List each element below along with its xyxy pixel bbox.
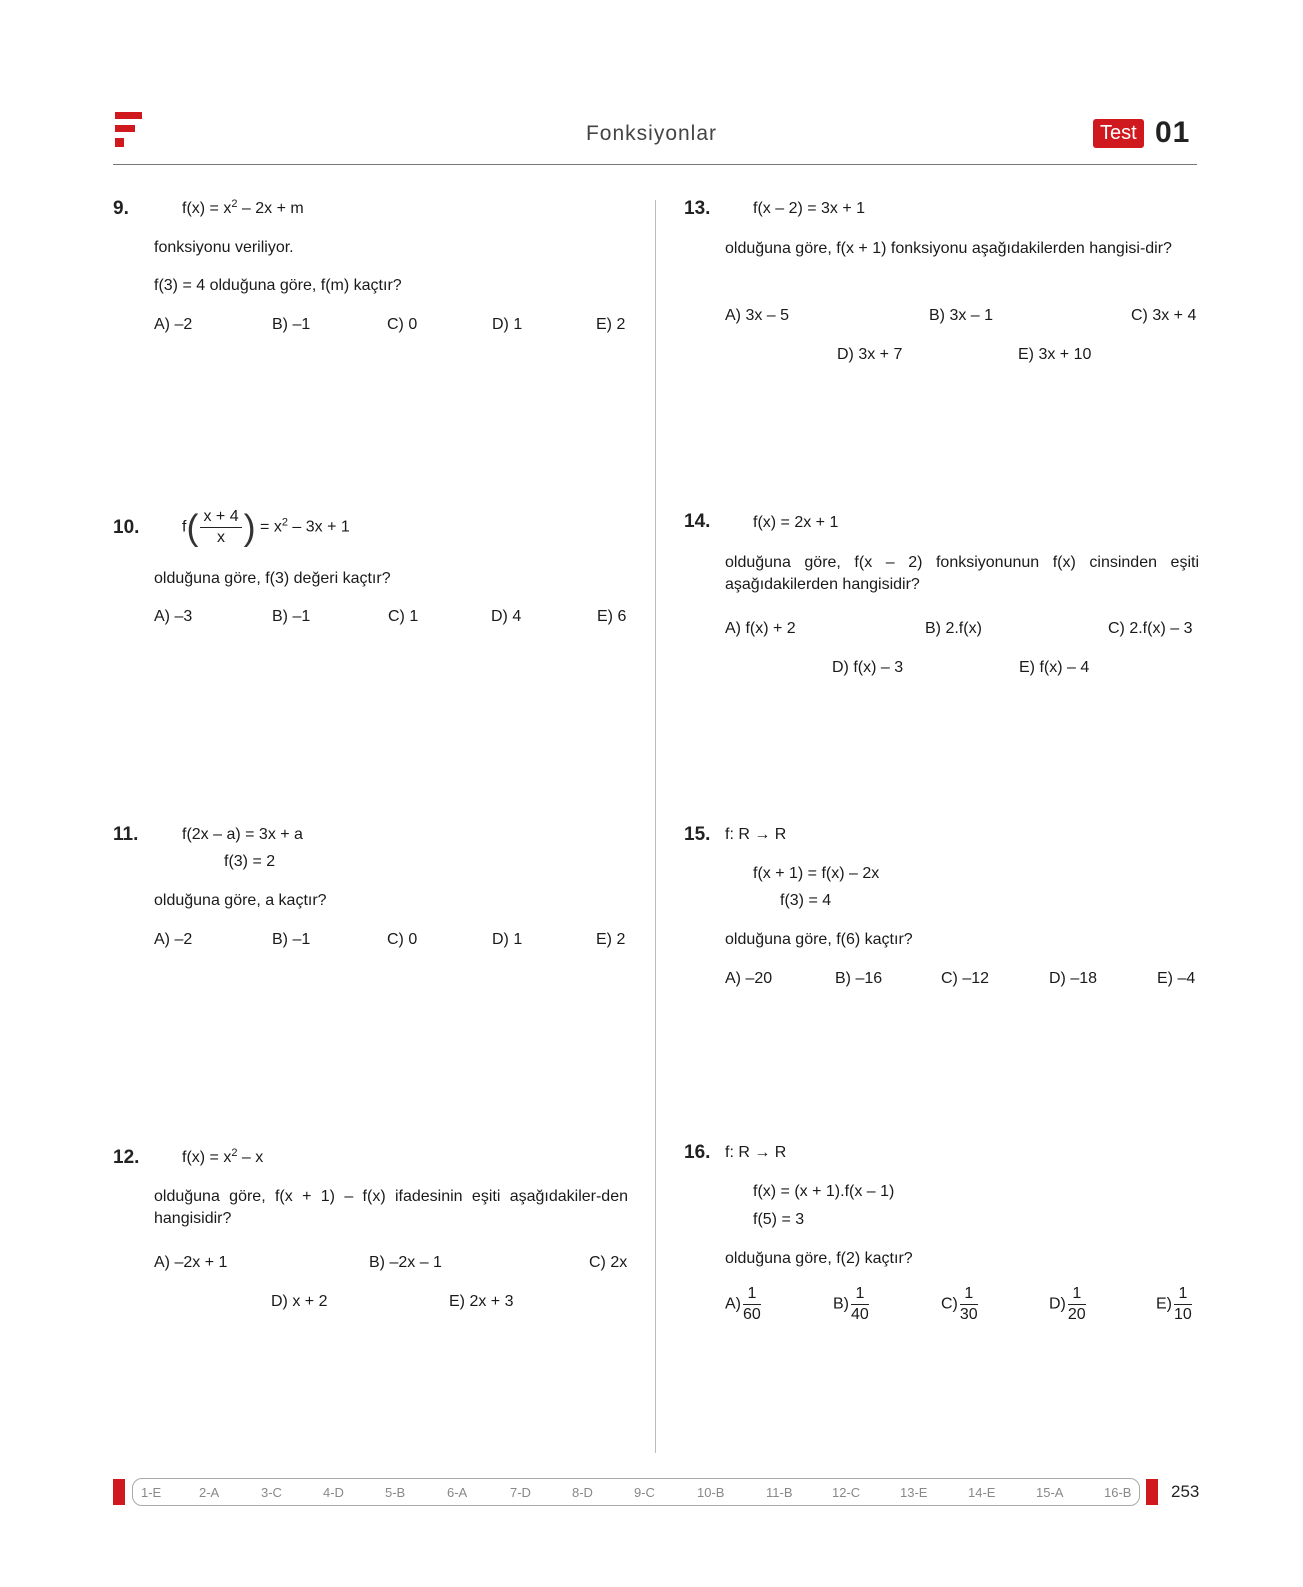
option-d[interactable]: D) 1 [492,931,523,948]
option-a[interactable]: A) –3 [154,608,193,625]
question-expression: $f(x) = x^2 - 2x + m$ [182,198,304,217]
option-a[interactable]: A) 3x – 5 [725,307,790,324]
question-number: 14. [684,511,711,532]
option-b[interactable]: B) –1 [272,931,311,948]
option-c[interactable]: C) –12 [941,970,990,987]
question-text: fonksiyonu veriliyor. [154,239,294,256]
option-a[interactable]: A) $\frac{1}{60}$ [725,1285,761,1323]
function-name: f [182,518,187,536]
question-expression: $f(x) = x^2 - x$ [182,1147,264,1166]
option-a[interactable]: A) –20 [725,970,773,987]
option-a[interactable]: A) –2 [154,316,193,333]
answer-key-item: 8-D [572,1485,593,1500]
question-condition: f(3) = 4 [780,892,832,909]
option-c[interactable]: C) 2.f(x) – 3 [1108,620,1193,637]
option-c[interactable]: C) $\frac{1}{30}$ [941,1285,978,1323]
question-expression: f(x) = (x + 1).f(x – 1) [753,1183,895,1200]
question-prompt: olduğuna göre, f(x – 2) fonksiyonunun f(x) cinsinden eşiti aşağıdakilerden hangisidir? [725,554,1199,593]
option-d[interactable]: D) 1 [492,316,523,333]
question-prompt: olduğuna göre, f(6) kaçtır? [725,931,913,948]
question-prompt: olduğuna göre, f(x + 1) – f(x) ifadesinin eşiti aşağıdakiler-den hangisidir? [154,1188,628,1227]
answer-key-item: 14-E [968,1485,996,1500]
option-d[interactable]: D) x + 2 [271,1293,328,1310]
option-e[interactable]: E) 3x + 10 [1018,346,1092,363]
question-expression: f(x) = 2x + 1 [753,514,839,531]
option-a[interactable]: A) –2 [154,931,193,948]
option-e[interactable]: E) f(x) – 4 [1019,659,1090,676]
footer-accent-left [113,1479,125,1505]
option-a[interactable]: A) f(x) + 2 [725,620,796,637]
option-e[interactable]: E) $\frac{1}{10}$ [1156,1285,1192,1323]
option-b[interactable]: B) 3x – 1 [929,307,994,324]
option-c[interactable]: C) 0 [387,316,418,333]
answer-key-item: 5-B [385,1485,406,1500]
option-b[interactable]: B) 2.f(x) [925,620,982,637]
column-divider [655,200,656,1453]
question-number: 11. [113,824,139,845]
option-d[interactable]: D) 4 [491,608,522,625]
option-a[interactable]: A) –2x + 1 [154,1254,228,1271]
answer-key-item: 12-C [832,1485,861,1500]
function-domain: f: R → R [725,1144,787,1161]
answer-key-item: 11-B [766,1485,793,1500]
answer-key-item: 3-C [261,1485,282,1500]
answer-key-item: 10-B [697,1485,725,1500]
question-prompt: olduğuna göre, f(3) değeri kaçtır? [154,570,391,587]
answer-key-item: 1-E [141,1485,162,1500]
header-divider [113,164,1197,165]
question-prompt: olduğuna göre, f(2) kaçtır? [725,1250,913,1267]
answer-key-item: 4-D [323,1485,344,1500]
option-e[interactable]: E) 2 [596,316,626,333]
question-prompt: olduğuna göre, f(x + 1) fonksiyonu aşağıdakilerden hangisi-dir? [725,240,1172,257]
fraction: $\frac{x + 4}{x}$ [200,507,241,548]
question-condition: f(5) = 3 [753,1211,805,1228]
option-c[interactable]: C) 1 [388,608,419,625]
option-e[interactable]: E) –4 [1157,970,1196,987]
answer-key-item: 13-E [900,1485,928,1500]
answer-key-item: 2-A [199,1485,220,1500]
test-badge: Test [1093,119,1144,148]
answer-key-item: 6-A [447,1485,468,1500]
option-e[interactable]: E) 2x + 3 [449,1293,514,1310]
question-number: 15. [684,824,711,845]
footer-accent-right [1146,1479,1158,1505]
option-c[interactable]: C) 3x + 4 [1131,307,1197,324]
option-c[interactable]: C) 0 [387,931,418,948]
answer-key-item: 15-A [1036,1485,1064,1500]
option-d[interactable]: D) $\frac{1}{20}$ [1049,1285,1086,1323]
answer-key-item: 16-B [1104,1485,1132,1500]
option-e[interactable]: E) 2 [596,931,626,948]
option-d[interactable]: D) f(x) – 3 [832,659,904,676]
answer-key-item: 7-D [510,1485,531,1500]
page-title: Fonksiyonlar [585,122,718,145]
option-c[interactable]: C) 2x [589,1254,628,1271]
question-expression: f(x + 1) = f(x) – 2x [753,865,880,882]
option-b[interactable]: B) –1 [272,608,311,625]
question-number: 13. [684,198,711,219]
question-expression: f( $\frac{x + 4}{x}$ ) = $x^2 - 3x + 1$ [182,506,350,548]
question-expression: f(x – 2) = 3x + 1 [753,200,866,217]
option-e[interactable]: E) 6 [597,608,627,625]
option-d[interactable]: D) 3x + 7 [837,346,903,363]
answer-key-bar [132,1478,1140,1506]
option-b[interactable]: B) –2x – 1 [369,1254,442,1271]
question-number: 9. [113,198,129,219]
option-b[interactable]: B) –16 [835,970,883,987]
test-number: 01 [1155,116,1191,149]
question-number: 12. [113,1147,140,1168]
option-d[interactable]: D) –18 [1049,970,1098,987]
option-b[interactable]: B) –1 [272,316,311,333]
question-prompt: olduğuna göre, a kaçtır? [154,892,327,909]
question-expression: f(2x – a) = 3x + a [182,826,303,843]
answer-key-item: 9-C [634,1485,655,1500]
question-condition: f(3) = 2 [224,853,276,870]
function-domain: f: R → R [725,826,787,843]
page-number: 253 [1171,1482,1200,1501]
question-prompt: f(3) = 4 olduğuna göre, f(m) kaçtır? [154,277,402,294]
option-b[interactable]: B) $\frac{1}{40}$ [833,1285,869,1323]
question-number: 16. [684,1142,711,1163]
question-number: 10. [113,517,140,538]
